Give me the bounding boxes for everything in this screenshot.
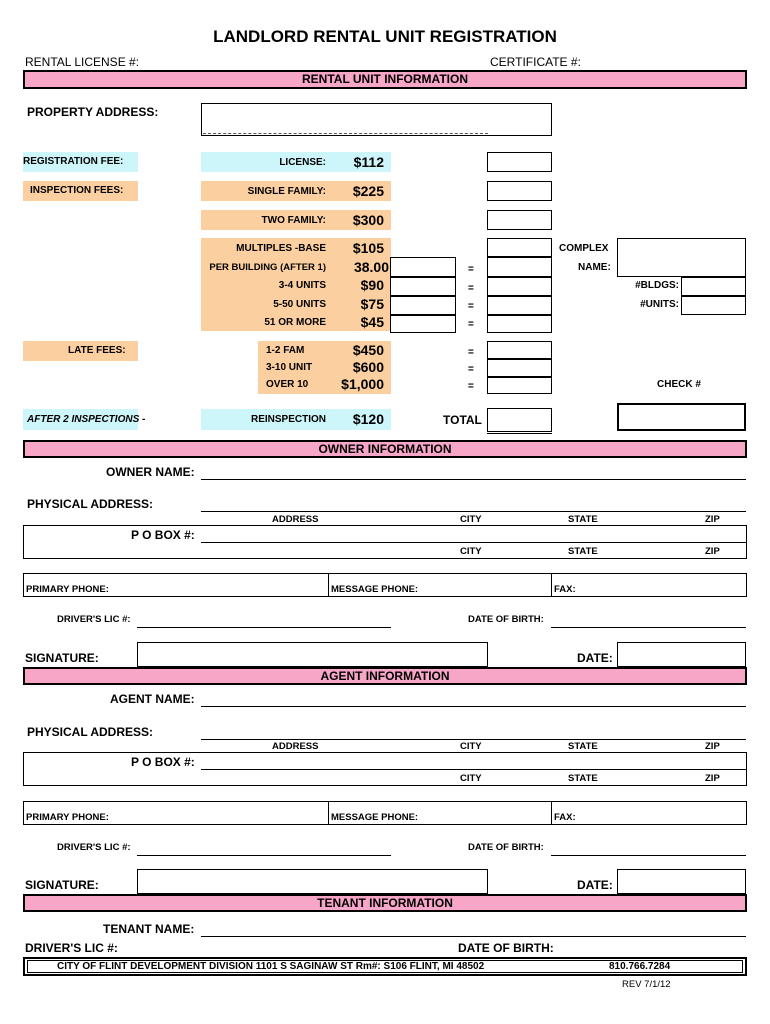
two-amount: $300 [352,212,384,228]
rental-license-label: RENTAL LICENSE #: [25,55,140,69]
units-51-amount: $45 [360,314,384,330]
total-label: TOTAL [443,413,482,427]
owner-state-caption: STATE [568,514,598,525]
late-2-label: 3-10 UNIT [266,362,313,373]
license-amount: $112 [353,154,384,170]
per-building-amount: 38.00 [353,259,389,275]
total-double-underline [487,433,552,434]
units-5-50-amount: $75 [360,296,384,312]
agent-signature-label: SIGNATURE: [25,878,99,892]
owner-date-label: DATE: [577,651,613,665]
complex-name-field[interactable] [617,238,746,277]
check-label: CHECK # [657,379,701,390]
complex-name-label: NAME: [578,262,611,273]
multi-base-amount: $105 [352,240,384,256]
per-building-label: PER BUILDING (AFTER 1) [209,262,326,273]
agent-state-caption: STATE [568,741,598,752]
agent-zip-caption: ZIP [705,741,720,752]
tenant-name-line[interactable] [201,936,746,937]
equals-2: = [468,283,474,294]
equals-4: = [468,319,474,330]
units-5-50-total-box[interactable] [487,296,552,315]
equals-7: = [468,381,474,392]
owner-signature-label: SIGNATURE: [25,651,99,665]
agent-signature-field[interactable] [137,869,488,894]
license-total-box[interactable] [487,152,552,172]
complex-label: COMPLEX [559,243,609,254]
property-address-dashes [203,133,488,134]
late-3-label: OVER 10 [266,379,309,390]
agent-date-field[interactable] [617,869,746,894]
property-address-label: PROPERTY ADDRESS: [27,105,159,119]
single-amount: $225 [352,183,384,199]
agent-address-line[interactable] [201,739,746,740]
per-building-qty-box[interactable] [390,257,456,277]
owner-address-line[interactable] [201,511,746,512]
units-51-total-box[interactable] [487,315,552,333]
owner-city-caption: CITY [460,514,482,525]
agent-city-caption: CITY [460,741,482,752]
agent-dob-label: DATE OF BIRTH: [468,842,544,853]
owner-primary-phone-label: PRIMARY PHONE: [26,584,109,595]
license-fee-label: LICENSE: [279,157,326,168]
multi-base-label: MULTIPLES -BASE [236,243,326,254]
agent-drivers-lic-line[interactable] [137,855,391,856]
tenant-drivers-lic-label: DRIVER'S LIC #: [25,941,118,955]
owner-address-caption: ADDRESS [272,514,319,525]
single-total-box[interactable] [487,181,552,201]
late-2-amount: $600 [352,359,384,375]
owner-drivers-lic-label: DRIVER'S LIC #: [57,614,131,625]
owner-name-line[interactable] [201,479,746,480]
late-2-total-box[interactable] [487,359,552,377]
owner-section-header: OWNER INFORMATION [23,440,747,458]
agent-name-line[interactable] [201,706,746,707]
units-field[interactable] [681,296,746,315]
units-label: #UNITS: [640,299,679,310]
units-3-4-qty-box[interactable] [390,277,456,296]
owner-dob-line[interactable] [551,627,746,628]
two-total-box[interactable] [487,210,552,230]
late-1-label: 1-2 FAM [266,345,305,356]
owner-state-caption-2: STATE [568,546,598,557]
owner-drivers-lic-line[interactable] [137,627,391,628]
check-field[interactable] [617,403,746,431]
page-title: LANDLORD RENTAL UNIT REGISTRATION [213,27,557,46]
owner-dob-label: DATE OF BIRTH: [468,614,544,625]
agent-date-label: DATE: [577,878,613,892]
tenant-dob-label: DATE OF BIRTH: [458,941,554,955]
agent-fax-label: FAX: [554,812,576,823]
tenant-name-label: TENANT NAME: [103,922,195,936]
agent-drivers-lic-label: DRIVER'S LIC #: [57,842,131,853]
agent-pobox-label: P O BOX #: [131,755,195,769]
certificate-label: CERTIFICATE #: [490,55,581,69]
registration-fee-label: REGISTRATION FEE: [23,156,124,167]
multi-base-total-box[interactable] [487,238,552,257]
agent-pobox-line[interactable] [201,769,746,770]
units-5-50-label: 5-50 UNITS [273,299,326,310]
agent-section-header: AGENT INFORMATION [23,667,747,685]
agent-dob-line[interactable] [551,855,746,856]
agent-message-phone-label: MESSAGE PHONE: [331,812,419,823]
owner-pobox-label: P O BOX #: [131,528,195,542]
owner-name-label: OWNER NAME: [106,465,195,479]
owner-phone-divider-2 [551,573,552,597]
units-3-4-total-box[interactable] [487,277,552,296]
equals-5: = [468,347,474,358]
owner-fax-label: FAX: [554,584,576,595]
units-5-50-qty-box[interactable] [390,296,456,315]
owner-physical-address-label: PHYSICAL ADDRESS: [27,497,154,511]
single-fee-label: SINGLE FAMILY: [247,186,326,197]
property-address-field[interactable] [201,103,552,136]
late-1-amount: $450 [352,342,384,358]
late-3-amount: $1,000 [341,376,384,392]
owner-city-caption-2: CITY [460,546,482,557]
units-3-4-label: 3-4 UNITS [278,280,326,291]
revision-label: REV 7/1/12 [622,979,671,990]
two-fee-label: TWO FAMILY: [261,215,326,226]
agent-physical-address-label: PHYSICAL ADDRESS: [27,725,154,739]
agent-city-caption-2: CITY [460,773,482,784]
agent-phone-divider-2 [551,801,552,825]
per-building-total-box[interactable] [487,257,552,277]
late-1-total-box[interactable] [487,341,552,359]
bldgs-label: #BLDGS: [635,280,679,291]
units-51-qty-box[interactable] [390,315,456,333]
owner-pobox-line[interactable] [201,542,746,543]
owner-signature-field[interactable] [137,642,488,667]
total-box[interactable] [487,408,552,432]
reinspection-label: REINSPECTION [250,414,326,425]
agent-primary-phone-label: PRIMARY PHONE: [26,812,109,823]
equals-1: = [468,264,474,275]
after-inspections-label: AFTER 2 INSPECTIONS - [27,414,146,425]
units-51-label: 51 OR MORE [264,317,326,328]
owner-message-phone-label: MESSAGE PHONE: [331,584,419,595]
late-3-total-box[interactable] [487,377,552,394]
agent-phone-divider-1 [328,801,329,825]
agent-address-caption: ADDRESS [272,741,319,752]
equals-6: = [468,364,474,375]
units-3-4-amount: $90 [360,277,384,293]
owner-zip-caption: ZIP [705,514,720,525]
agent-state-caption-2: STATE [568,773,598,784]
equals-3: = [468,301,474,312]
owner-phone-divider-1 [328,573,329,597]
footer-phone: 810.766.7284 [609,961,671,972]
rental-section-header: RENTAL UNIT INFORMATION [23,70,747,89]
agent-zip-caption-2: ZIP [705,773,720,784]
footer-address: CITY OF FLINT DEVELOPMENT DIVISION 1101 S SAGINAW ST Rm#: S106 FLINT, MI 48502 [57,961,485,972]
bldgs-field[interactable] [681,277,746,296]
reinspection-amount: $120 [352,411,384,427]
late-fees-label: LATE FEES: [68,345,126,356]
tenant-section-header: TENANT INFORMATION [23,894,747,912]
owner-date-field[interactable] [617,642,746,667]
inspection-fees-label: INSPECTION FEES: [30,185,124,196]
owner-zip-caption-2: ZIP [705,546,720,557]
agent-name-label: AGENT NAME: [110,692,195,706]
